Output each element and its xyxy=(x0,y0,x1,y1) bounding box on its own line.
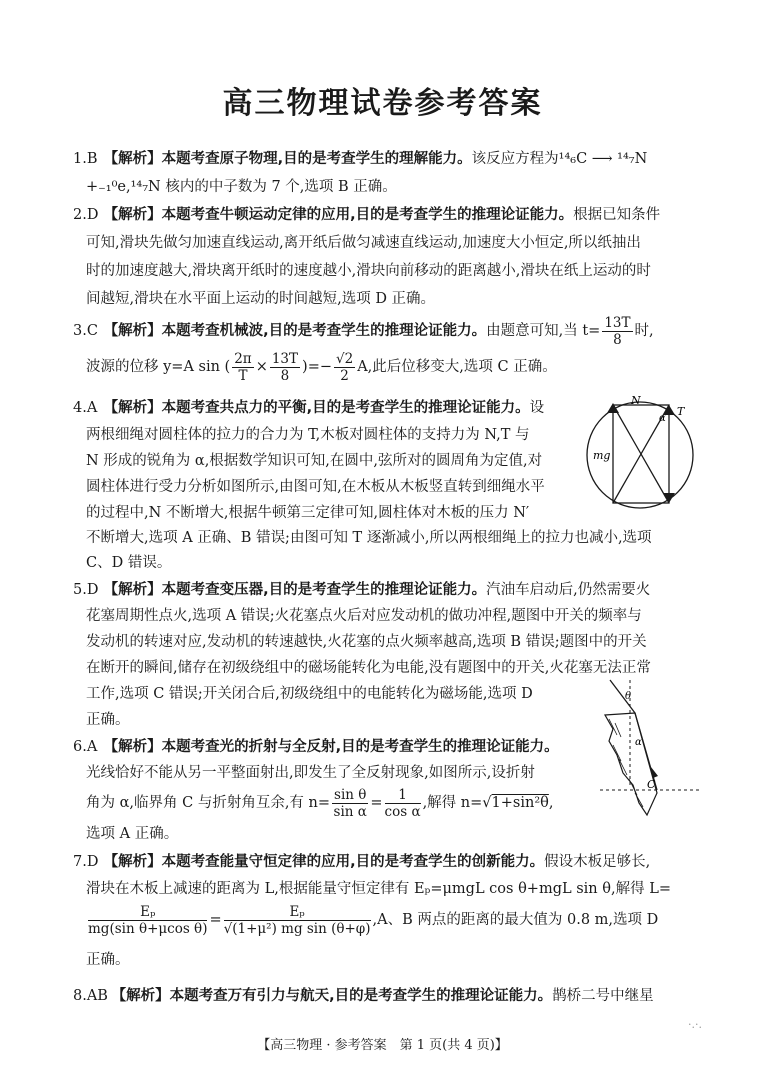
fig-label-theta: θ xyxy=(625,691,632,702)
q4-line5: 的过程中,N 不断增大,根据牛顿第三定律可知,圆柱体对木板的压力 N′ xyxy=(86,505,530,521)
fig-label-mg: mg xyxy=(593,449,611,462)
fig-label-t: T xyxy=(677,405,685,418)
q4-number: 4.A xyxy=(73,400,98,416)
q6-line1 xyxy=(73,737,559,757)
refraction-diagram xyxy=(595,675,705,825)
page-footer: 【高三物理 · 参考答案 第 1 页(共 4 页)】 xyxy=(257,1038,508,1053)
q2-line4: 间越短,滑块在水平面上运动的时间越短,选项 D 正确。 xyxy=(86,291,436,307)
q7-line3: $\frac{\text{Eₚ}}{\text{mg(sin θ+μcos θ)}}$ = $\frac{\text{Eₚ}}{\text{√(1+μ²) mg sin (θ+φ)}}$ ,A、B 两点的距离的最大值为 0.8 m,选项 D xyxy=(88,903,659,937)
q2-line2: 可知,滑块先做匀加速直线运动,离开纸后做匀减速直线运动,加速度大小恒定,所以纸抽出 xyxy=(86,235,641,251)
scan-dots: ·.·. xyxy=(688,1018,702,1031)
q5-line6: 正确。 xyxy=(86,712,130,728)
q1-line1: 1.B 【解析】本题考查原子物理,目的是考查学生的理解能力。该反应方程为¹⁴₆C ⟶ ¹⁴₇N xyxy=(73,151,648,167)
q6-line3: 角为 α,临界角 C 与折射角互余,有 n= $\frac{\text{sin θ}}{\text{sin α}}$ = $\frac{1}{\text{cos α}}$ ,解得 n=√1+sin²θ, xyxy=(86,786,554,820)
q4-line1: 4.A 【解析】本题考查共点力的平衡,目的是考查学生的推理论证能力。设 xyxy=(73,400,545,416)
q5-number: 5.D xyxy=(73,582,99,598)
q7-line2: 滑块在木板上减速的距离为 L,根据能量守恒定律有 Eₚ=μmgL cos θ+mgL sin θ,解得 L= xyxy=(86,881,671,897)
q7-line1: 7.D 【解析】本题考查能量守恒定律的应用,目的是考查学生的创新能力。假设木板足够长, xyxy=(73,854,651,870)
fig-label-c: C xyxy=(647,778,656,791)
fig-label-alpha2: α xyxy=(635,737,642,748)
q7-number: 7.D xyxy=(73,854,99,870)
q5-tag: 【解析】本题考查变压器,目的是考查学生的推理论证能力。 xyxy=(103,582,487,598)
q7-tag: 【解析】本题考查能量守恒定律的应用,目的是考查学生的创新能力。 xyxy=(103,854,545,870)
q3-tag: 【解析】本题考查机械波,目的是考查学生的推理论证能力。 xyxy=(103,323,487,339)
q4-line2: 两根细绳对圆柱体的拉力的合力为 T,木板对圆柱体的支持力为 N,T 与 xyxy=(86,427,530,443)
q7-line4: 正确。 xyxy=(86,952,130,968)
q5-line5: 工作,选项 C 错误;开关闭合后,初级绕组中的电能转化为磁场能,选项 D xyxy=(86,686,533,702)
q6-tag: 【解析】本题考查光的折射与全反射,目的是考查学生的推理论证能力。 xyxy=(103,739,559,755)
q2-line3: 时的加速度越大,滑块离开纸时的速度越小,滑块向前移动的距离越小,滑块在纸上运动的时 xyxy=(86,263,651,279)
q2-line1: 2.D 【解析】本题考查牛顿运动定律的应用,目的是考查学生的推理论证能力。根据已知条件 xyxy=(73,207,661,223)
q2-number: 2.D xyxy=(73,207,99,223)
q6-number: 6.A xyxy=(73,739,98,755)
page-title: 高三物理试卷参考答案 xyxy=(222,86,543,121)
q3-line2: 波源的位移 y=A sin ( $\frac{2\pi}{T}$ × $\frac{13T}{8}$ )=− $\frac{√2}{2}$ A,此后位移变大,选项 C 正确。 xyxy=(86,350,557,384)
q2-tag: 【解析】本题考查牛顿运动定律的应用,目的是考查学生的推理论证能力。 xyxy=(103,207,574,223)
q4-line4: 圆柱体进行受力分析如图所示,由图可知,在木板从木板竖直转到细绳水平 xyxy=(86,479,545,495)
q1-line2: +₋₁⁰e,¹⁴₇N 核内的中子数为 7 个,选项 B 正确。 xyxy=(86,179,397,195)
q5-line3: 发动机的转速对应,发动机的转速越快,火花塞的点火频率越高,选项 B 错误;题图中的开关 xyxy=(86,634,647,650)
q6-line4: 选项 A 正确。 xyxy=(86,826,179,842)
q3-fraction-13t-8: $\frac{13T}{8}$ xyxy=(604,314,631,348)
q8-number: 8.AB xyxy=(73,988,108,1004)
q3-number: 3.C xyxy=(73,323,98,339)
q8-line1: 8.AB 【解析】本题考查万有引力与航天,目的是考查学生的推理论证能力。鹊桥二号中继星 xyxy=(73,988,654,1004)
q8-tag: 【解析】本题考查万有引力与航天,目的是考查学生的推理论证能力。 xyxy=(111,988,553,1004)
q1-number: 1.B xyxy=(73,151,98,167)
q4-tag: 【解析】本题考查共点力的平衡,目的是考查学生的推理论证能力。 xyxy=(103,400,530,416)
q4-line6: 不断增大,选项 A 正确、B 错误;由图可知 T 逐渐减小,所以两根细绳上的拉力也减小,选项 xyxy=(86,530,652,546)
q4-line3: N 形成的锐角为 α,根据数学知识可知,在圆中,弦所对的圆周角为定值,对 xyxy=(86,453,543,469)
q5-line2: 花塞周期性点火,选项 A 错误;火花塞点火后对应发动机的做功冲程,题图中开关的频率与 xyxy=(86,608,642,624)
fig-label-alpha: α xyxy=(659,413,666,424)
q6-line2: 光线恰好不能从另一平整面射出,即发生了全反射现象,如图所示,设折射 xyxy=(86,765,535,781)
q1-tag: 【解析】本题考查原子物理,目的是考查学生的理解能力。 xyxy=(103,151,472,167)
force-circle-diagram xyxy=(585,393,695,517)
fig-label-n: N xyxy=(631,394,641,407)
q3-line1: 3.C 【解析】本题考查机械波,目的是考查学生的推理论证能力。由题意可知,当 t= $\frac{13T}{8}$ 时, xyxy=(73,314,654,348)
q5-line4: 在断开的瞬间,储存在初级绕组中的磁场能转化为电能,没有题图中的开关,火花塞无法正常 xyxy=(86,660,651,676)
q1-equation: ¹⁴₆C ⟶ ¹⁴₇N xyxy=(558,151,648,167)
q5-line1: 5.D 【解析】本题考查变压器,目的是考查学生的推理论证能力。汽油车启动后,仍然需要火 xyxy=(73,582,651,598)
q4-line7: C、D 错误。 xyxy=(86,555,172,571)
